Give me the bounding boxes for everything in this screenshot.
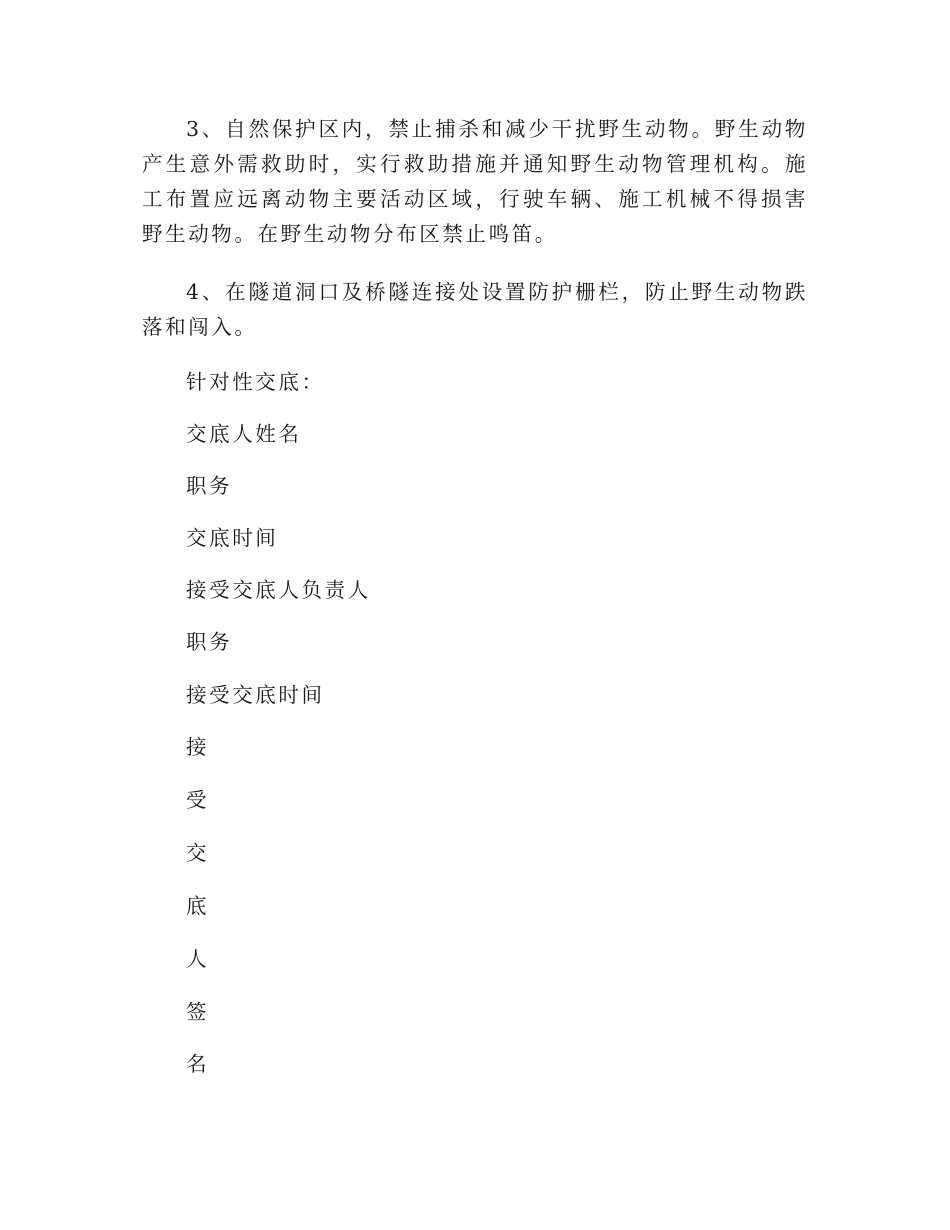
- signature-label-char: 名: [186, 1052, 210, 1076]
- signature-label-char: 签: [186, 1000, 210, 1024]
- signature-label-char: 交: [186, 841, 210, 865]
- paragraph-item-4: 4、在隧道洞口及桥隧连接处设置防护栅栏，防止野生动物跌落和闯入。: [142, 280, 808, 339]
- field-recipient-position: 职务: [186, 630, 233, 654]
- field-discloser-name: 交底人姓名: [186, 422, 302, 446]
- field-disclosure-time: 交底时间: [186, 526, 279, 550]
- signature-label-char: 人: [186, 947, 210, 971]
- field-receipt-time: 接受交底时间: [186, 683, 325, 707]
- signature-label-char: 受: [186, 788, 210, 812]
- field-recipient-lead: 接受交底人负责人: [186, 578, 371, 602]
- signature-label-char: 接: [186, 735, 210, 759]
- field-discloser-position: 职务: [186, 474, 233, 498]
- signature-label-char: 底: [186, 894, 210, 918]
- disclosure-heading: 针对性交底：: [186, 370, 325, 394]
- paragraph-item-3: 3、自然保护区内，禁止捕杀和减少干扰野生动物。野生动物产生意外需救助时，实行救助措施并通知野生动物管理机构。施工布置应远离动物主要活动区域，行驶车辆、施工机械不得损害野生动物。在野生动物分布区禁止鸣笛。: [142, 117, 808, 246]
